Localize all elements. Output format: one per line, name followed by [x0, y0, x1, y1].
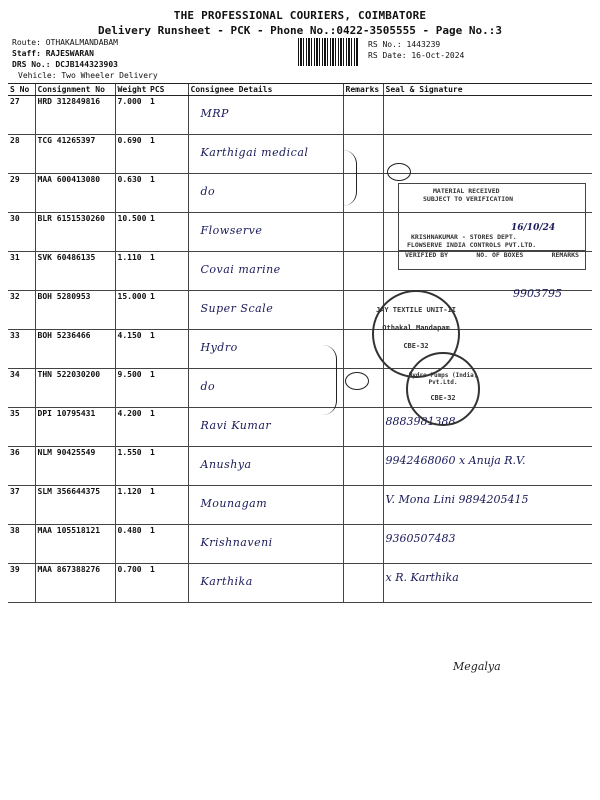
consignment-cell: HRD 312849816 — [35, 96, 115, 135]
signature-cell — [383, 486, 592, 525]
table-row — [8, 135, 592, 174]
pcs-cell: 1 — [148, 564, 188, 603]
sno-cell: 36 — [8, 447, 35, 486]
stamp-line: FLOWSERVE INDIA CONTROLS PVT.LTD. — [407, 241, 537, 249]
pcs-cell: 1 — [148, 96, 188, 135]
circle-mark — [345, 372, 369, 390]
remarks-cell — [343, 486, 383, 525]
stamp-text: JAY TEXTILE UNIT-II — [375, 306, 457, 314]
vehicle-label: Vehicle: Two Wheeler Delivery — [18, 71, 158, 80]
pcs-cell: 1 — [148, 135, 188, 174]
col-signature: Seal & Signature — [383, 84, 592, 96]
remarks-cell — [343, 252, 383, 291]
sno-cell: 34 — [8, 369, 35, 408]
weight-cell: 1.550 — [115, 447, 148, 486]
signature-handwriting: 9360507483 — [385, 532, 456, 545]
consignee-handwriting: Anushya — [200, 458, 252, 471]
consignee-cell — [188, 564, 343, 603]
bracket-mark — [336, 150, 357, 206]
remarks-cell — [343, 408, 383, 447]
stamp-line: SUBJECT TO VERIFICATION — [423, 195, 514, 203]
pcs-cell: 1 — [148, 447, 188, 486]
weight-cell: 0.690 — [115, 135, 148, 174]
table-row — [8, 330, 592, 369]
remarks-cell — [343, 564, 383, 603]
weight-cell: 7.000 — [115, 96, 148, 135]
runsheet-subtitle: Delivery Runsheet - PCK - Phone No.:0422-3505555 - Page No.:3 — [98, 24, 502, 37]
signature-cell — [383, 564, 592, 603]
weight-cell: 1.110 — [115, 252, 148, 291]
flowserve-stamp — [398, 183, 586, 270]
consignee-handwriting: Covai marine — [200, 263, 281, 276]
sno-cell: 28 — [8, 135, 35, 174]
barcode — [298, 38, 358, 66]
consignee-cell — [188, 135, 343, 174]
weight-cell: 1.120 — [115, 486, 148, 525]
col-weight: Weight — [115, 84, 148, 96]
consignment-cell: MAA 867388276 — [35, 564, 115, 603]
circle-mark — [387, 163, 411, 181]
stamp-line: MATERIAL RECEIVED — [433, 187, 500, 195]
consignee-handwriting: Super Scale — [200, 302, 274, 315]
sno-cell: 35 — [8, 408, 35, 447]
consignment-cell: SVK 60486135 — [35, 252, 115, 291]
col-remarks: Remarks — [343, 84, 383, 96]
table-row — [8, 369, 592, 408]
rs-date: RS Date: 16-Oct-2024 — [368, 51, 465, 60]
pcs-cell: 1 — [148, 291, 188, 330]
consignee-handwriting: Karthigai medical — [200, 146, 309, 159]
signature-handwriting: 8883981388 — [385, 415, 456, 428]
stamp-date: 16/10/24 — [511, 223, 556, 233]
consignee-handwriting: Mounagam — [200, 497, 268, 510]
pcs-cell: 1 — [148, 525, 188, 564]
weight-cell: 10.500 — [115, 213, 148, 252]
pcs-cell: 1 — [148, 252, 188, 291]
sno-cell: 30 — [8, 213, 35, 252]
col-pcs: PCS — [148, 84, 188, 96]
col-consignee: Consignee Details — [188, 84, 343, 96]
sno-cell: 31 — [8, 252, 35, 291]
consignment-cell: TCG 41265397 — [35, 135, 115, 174]
sno-cell: 38 — [8, 525, 35, 564]
consignment-cell: BOH 5280953 — [35, 291, 115, 330]
consignee-cell — [188, 174, 343, 213]
consignee-cell — [188, 486, 343, 525]
consignee-handwriting: Krishnaveni — [200, 536, 273, 549]
footer-signature: Megalya — [453, 660, 501, 673]
staff-label: Staff: RAJESWARAN — [12, 49, 94, 58]
weight-cell: 15.000 — [115, 291, 148, 330]
signature-handwriting — [386, 97, 591, 103]
table-row — [8, 291, 592, 330]
route-label: Route: OTHAKALMANDABAM — [12, 38, 118, 47]
consignee-handwriting: do — [200, 185, 216, 198]
consignee-handwriting: Ravi Kumar — [200, 419, 272, 432]
consignment-cell: THN 522030200 — [35, 369, 115, 408]
signature-cell — [383, 525, 592, 564]
remarks-cell — [343, 213, 383, 252]
stamp-columns — [399, 250, 585, 259]
table-row — [8, 408, 592, 447]
stamp-line: KRISHNAKUMAR - STORES DEPT. — [411, 233, 517, 241]
table-row — [8, 96, 592, 135]
company-title: THE PROFESSIONAL COURIERS, COIMBATORE — [173, 9, 427, 22]
consignment-cell: BOH 5236466 — [35, 330, 115, 369]
rs-number: RS No.: 1443239 — [368, 40, 441, 49]
remarks-cell — [343, 525, 383, 564]
sno-cell: 33 — [8, 330, 35, 369]
consignee-cell — [188, 525, 343, 564]
stamp-col: REMARKS — [551, 251, 579, 259]
signature-handwriting: V. Mona Lini 9894205415 — [385, 493, 529, 506]
pcs-cell: 1 — [148, 408, 188, 447]
signature-handwriting — [386, 175, 591, 181]
sno-cell: 29 — [8, 174, 35, 213]
table-header-row — [8, 84, 592, 96]
sno-cell: 32 — [8, 291, 35, 330]
consignee-cell — [188, 96, 343, 135]
consignee-cell — [188, 252, 343, 291]
runsheet-table — [8, 83, 592, 603]
weight-cell: 4.150 — [115, 330, 148, 369]
weight-cell: 0.630 — [115, 174, 148, 213]
table-row — [8, 525, 592, 564]
pcs-cell: 1 — [148, 486, 188, 525]
drs-label: DRS No.: DCJB144323903 — [12, 60, 118, 69]
signature-handwriting: 9942468060 x Anuja R.V. — [385, 454, 526, 467]
pcs-cell: 1 — [148, 174, 188, 213]
table-row — [8, 447, 592, 486]
stamp-text: CBE-32 — [403, 342, 429, 350]
consignee-handwriting: MRP — [200, 107, 229, 120]
weight-cell: 4.200 — [115, 408, 148, 447]
weight-cell: 0.700 — [115, 564, 148, 603]
signature-cell — [383, 135, 592, 174]
col-consignment: Consignment No — [35, 84, 115, 96]
signature-handwriting: x R. Karthika — [385, 571, 459, 584]
consignee-cell — [188, 213, 343, 252]
sno-cell: 37 — [8, 486, 35, 525]
consignee-handwriting: Hydro — [200, 341, 238, 354]
consignment-cell: DPI 10795431 — [35, 408, 115, 447]
remarks-cell — [343, 96, 383, 135]
consignment-cell: MAA 600413080 — [35, 174, 115, 213]
stamp-text: CBE-32 — [430, 394, 456, 402]
pcs-cell: 1 — [148, 369, 188, 408]
stamp-col: NO. OF BOXES — [476, 251, 524, 259]
table-row — [8, 486, 592, 525]
sno-cell: 27 — [8, 96, 35, 135]
consignment-cell: BLR 6151530260 — [35, 213, 115, 252]
stamp-col: VERIFIED BY — [405, 251, 449, 259]
weight-cell: 0.480 — [115, 525, 148, 564]
signature-cell — [383, 447, 592, 486]
consignee-handwriting: Karthika — [200, 575, 253, 588]
signature-handwriting — [386, 136, 591, 142]
sno-cell: 39 — [8, 564, 35, 603]
consignee-cell — [188, 447, 343, 486]
col-sno: S No — [8, 84, 35, 96]
phone-note: 9903795 — [513, 287, 562, 300]
consignee-handwriting: do — [200, 380, 216, 393]
stamp-text: Othakal Mandapam — [382, 324, 450, 332]
consignee-handwriting: Flowserve — [200, 224, 263, 237]
consignment-cell: SLM 356644375 — [35, 486, 115, 525]
pcs-cell: 1 — [148, 330, 188, 369]
weight-cell: 9.500 — [115, 369, 148, 408]
bracket-mark — [318, 345, 337, 415]
consignment-cell: MAA 105518121 — [35, 525, 115, 564]
consignee-cell — [188, 291, 343, 330]
pcs-cell: 1 — [148, 213, 188, 252]
remarks-cell — [343, 447, 383, 486]
signature-cell — [383, 96, 592, 135]
pumps-stamp — [406, 352, 480, 426]
table-row — [8, 564, 592, 603]
consignment-cell: NLM 90425549 — [35, 447, 115, 486]
stamp-text: Hydro Pumps (India) Pvt.Ltd. — [408, 372, 478, 386]
